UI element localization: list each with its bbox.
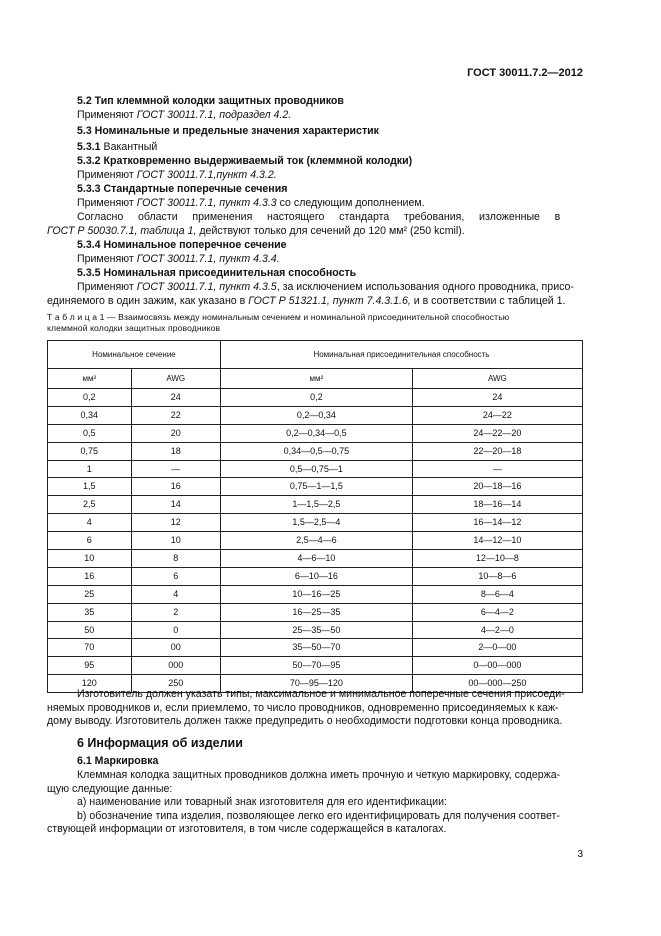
list-item-b-cont: ствующей информации от изготовителя, в том числе содержащейся в каталогах. [47,823,447,836]
text-run: , за исключением использования одного проводника, присо- [276,281,574,293]
table-cell: 10 [48,550,132,568]
table-cell: 1,5 [48,478,132,496]
table-cell: 0,75—1—1,5 [220,478,412,496]
table-cell: 12—10—8 [412,550,582,568]
table-cell: 0,2 [48,389,132,407]
table-caption [47,312,607,334]
paragraph-line: няемых проводников и, если приемлемо, то число проводников, одновременно присоединяемых к каж- [47,701,559,714]
table-cell: 70—95—120 [220,675,412,693]
table-row [48,478,583,496]
text-run: 5.3.1 [77,141,101,153]
table-cell: 8 [131,550,220,568]
table-cell: 25—35—50 [220,621,412,639]
column-header: мм² [48,369,132,389]
table-cell: 24 [412,389,582,407]
table-cell: 2,5 [48,496,132,514]
table-cell: 1,5—2,5—4 [220,514,412,532]
text-run: ГОСТ 30011.7.1,пункт 4.3.2. [136,169,277,181]
table-row [48,567,583,585]
table-cell: 4—6—10 [220,550,412,568]
table-cell: 22—20—18 [412,442,582,460]
list-item-a: a) наименование или товарный знак изготовителя для его идентификации: [77,796,447,809]
text-line [77,197,425,211]
section-6-1-heading: 6.1 Маркировка [77,755,159,768]
table-cell: 250 [131,675,220,693]
text-line [77,281,574,295]
table-cell: 24 [131,389,220,407]
table-cell: 6—10—16 [220,567,412,585]
table-cell: 95 [48,657,132,675]
text-run: 5.2 Тип клеммной колодки защитных проводников [77,95,344,107]
table-row [48,424,583,442]
table-row [48,657,583,675]
text-line [77,125,379,139]
text-run: и в соответствии с таблицей 1. [410,295,566,307]
text-line [77,141,157,155]
table-cell: 35—50—70 [220,639,412,657]
group-header-connecting-capacity: Номинальная присоединительная способность [220,341,582,369]
table-row [48,460,583,478]
column-header: мм² [220,369,412,389]
text-line [47,295,565,309]
table-row [48,514,583,532]
after-table-text [47,688,583,837]
text-line [77,169,277,183]
text-run: Вакантный [100,141,158,153]
table-cell: 2,5—4—6 [220,532,412,550]
table-cell: 0,2—0,34 [220,406,412,424]
table-row [48,532,583,550]
text-run: 5.3.3 Стандартные поперечные сечения [77,183,288,195]
table-cell: 4—2—0 [412,621,582,639]
table-cell: 120 [48,675,132,693]
text-run: 5.3.5 Номинальная присоединительная способность [77,267,357,279]
table-cell: 2—0—00 [412,639,582,657]
table-row [48,585,583,603]
text-run: Применяют [77,253,137,265]
column-header: AWG [412,369,582,389]
table-row [48,496,583,514]
table-cell: 0—00—000 [412,657,582,675]
table-cell: 50 [48,621,132,639]
table-cell: — [131,460,220,478]
table-cell: 4 [131,585,220,603]
table-cell: 2 [131,603,220,621]
table-row [48,621,583,639]
table-cell: — [412,460,582,478]
text-run: Применяют [77,281,137,293]
table-cell: 20 [131,424,220,442]
table-cell: 1 [48,460,132,478]
table-cell: 10—16—25 [220,585,412,603]
list-item-b: b) обозначение типа изделия, позволяющее легко его идентифицировать для получения соответ- [77,809,560,822]
text-line [47,225,465,239]
table-cell: 14 [131,496,220,514]
text-line [77,109,291,123]
table-cell: 16—14—12 [412,514,582,532]
paragraph-line: Изготовитель должен указать типы, максимальное и минимальное поперечные сечения присоеди- [77,688,565,700]
table-cell: 16 [48,567,132,585]
table-cell: 00—000—250 [412,675,582,693]
text-line [77,267,356,281]
table-cell: 0,5—0,75—1 [220,460,412,478]
table-cell: 20—18—16 [412,478,582,496]
table-cell: 0,34—0,5—0,75 [220,442,412,460]
table-cell: 16 [131,478,220,496]
text-run: Применяют [77,197,137,209]
table-cell: 18 [131,442,220,460]
table-cell: 22 [131,406,220,424]
text-run: Согласно области применения настоящего стандарта требования, изложенные в [77,211,561,223]
document-header: ГОСТ 30011.7.2—2012 [467,67,583,79]
table-row [48,550,583,568]
text-run: ГОСТ 30011.7.1, пункт 4.3.3 [136,197,277,209]
table-cell: 50—70—95 [220,657,412,675]
group-header-nominal-section: Номинальное сечение [48,341,221,369]
table-cell: 000 [131,657,220,675]
table-cell: 6—4—2 [412,603,582,621]
table-cell: 0,2 [220,389,412,407]
table-cell: 35 [48,603,132,621]
table-row [48,603,583,621]
text-run: Применяют [77,169,137,181]
section-6-heading: 6 Информация об изделии [77,735,243,750]
table-cell: 6 [131,567,220,585]
text-run: ГОСТ Р 51321.1, пункт 7.4.3.1.6, [248,295,411,307]
table-cell: 0,2—0,34—0,5 [220,424,412,442]
table-cell: 16—25—35 [220,603,412,621]
text-line [77,155,412,169]
text-run: ГОСТ 30011.7.1, пункт 4.3.4. [136,253,280,265]
table-cell: 70 [48,639,132,657]
table-row [48,389,583,407]
paragraph-line: щую следующие данные: [47,782,173,795]
table-cell: 24—22 [412,406,582,424]
table-cell: 0 [131,621,220,639]
table-cell: 24—22—20 [412,424,582,442]
text-run: Применяют [77,109,137,121]
table-group-header-row [48,341,583,369]
text-run: действуют только для сечений до 120 мм² (250 kcmil). [196,225,465,237]
table-cell: 00 [131,639,220,657]
text-run: ГОСТ Р 50030.7.1, таблица 1, [47,225,197,237]
table-cell: 18—16—14 [412,496,582,514]
text-run: 5.3.4 Номинальное поперечное сечение [77,239,287,251]
table-cell: 12 [131,514,220,532]
text-run: ГОСТ 30011.7.1, подраздел 4.2. [136,109,292,121]
text-run: 5.3 Номинальные и предельные значения характеристик [77,125,379,137]
table-row [48,406,583,424]
table-cell: 10 [131,532,220,550]
table-cell: 8—6—4 [412,585,582,603]
table-caption-line-1: Т а б л и ц а 1 — Взаимосвязь между номинальным сечением и номинальной присоединительной способностью [47,312,510,322]
text-line [77,211,583,225]
text-run: 5.3.2 Кратковременно выдерживаемый ток (клеммной колодки) [77,155,413,167]
table-cell: 10—8—6 [412,567,582,585]
text-line [77,95,344,109]
text-run: ГОСТ 30011.7.1, пункт 4.3.5 [136,281,277,293]
table-cell: 0,5 [48,424,132,442]
paragraph-line: дому выводу. Изготовитель должен также предупредить о необходимости подготовки конца проводника. [47,715,563,728]
table-cell: 0,75 [48,442,132,460]
page-number: 3 [577,849,583,860]
table-cell: 6 [48,532,132,550]
table-cell: 25 [48,585,132,603]
table-row [48,639,583,657]
column-header: AWG [131,369,220,389]
table-column-header-row [48,369,583,389]
text-line [77,239,287,253]
table-cell: 4 [48,514,132,532]
table-row [48,442,583,460]
text-line [77,253,280,267]
text-run: единяемого в один зажим, как указано в [47,295,249,307]
text-run: со следующим дополнением. [276,197,425,209]
paragraph-line: Клеммная колодка защитных проводников должна иметь прочную и четкую маркировку, содержа- [77,768,561,781]
cross-section-table [47,340,583,693]
text-line [77,183,287,197]
table-caption-line-2: клеммной колодки защитных проводников [47,323,221,333]
table-cell: 1—1,5—2,5 [220,496,412,514]
table-cell: 14—12—10 [412,532,582,550]
table-cell: 0,34 [48,406,132,424]
